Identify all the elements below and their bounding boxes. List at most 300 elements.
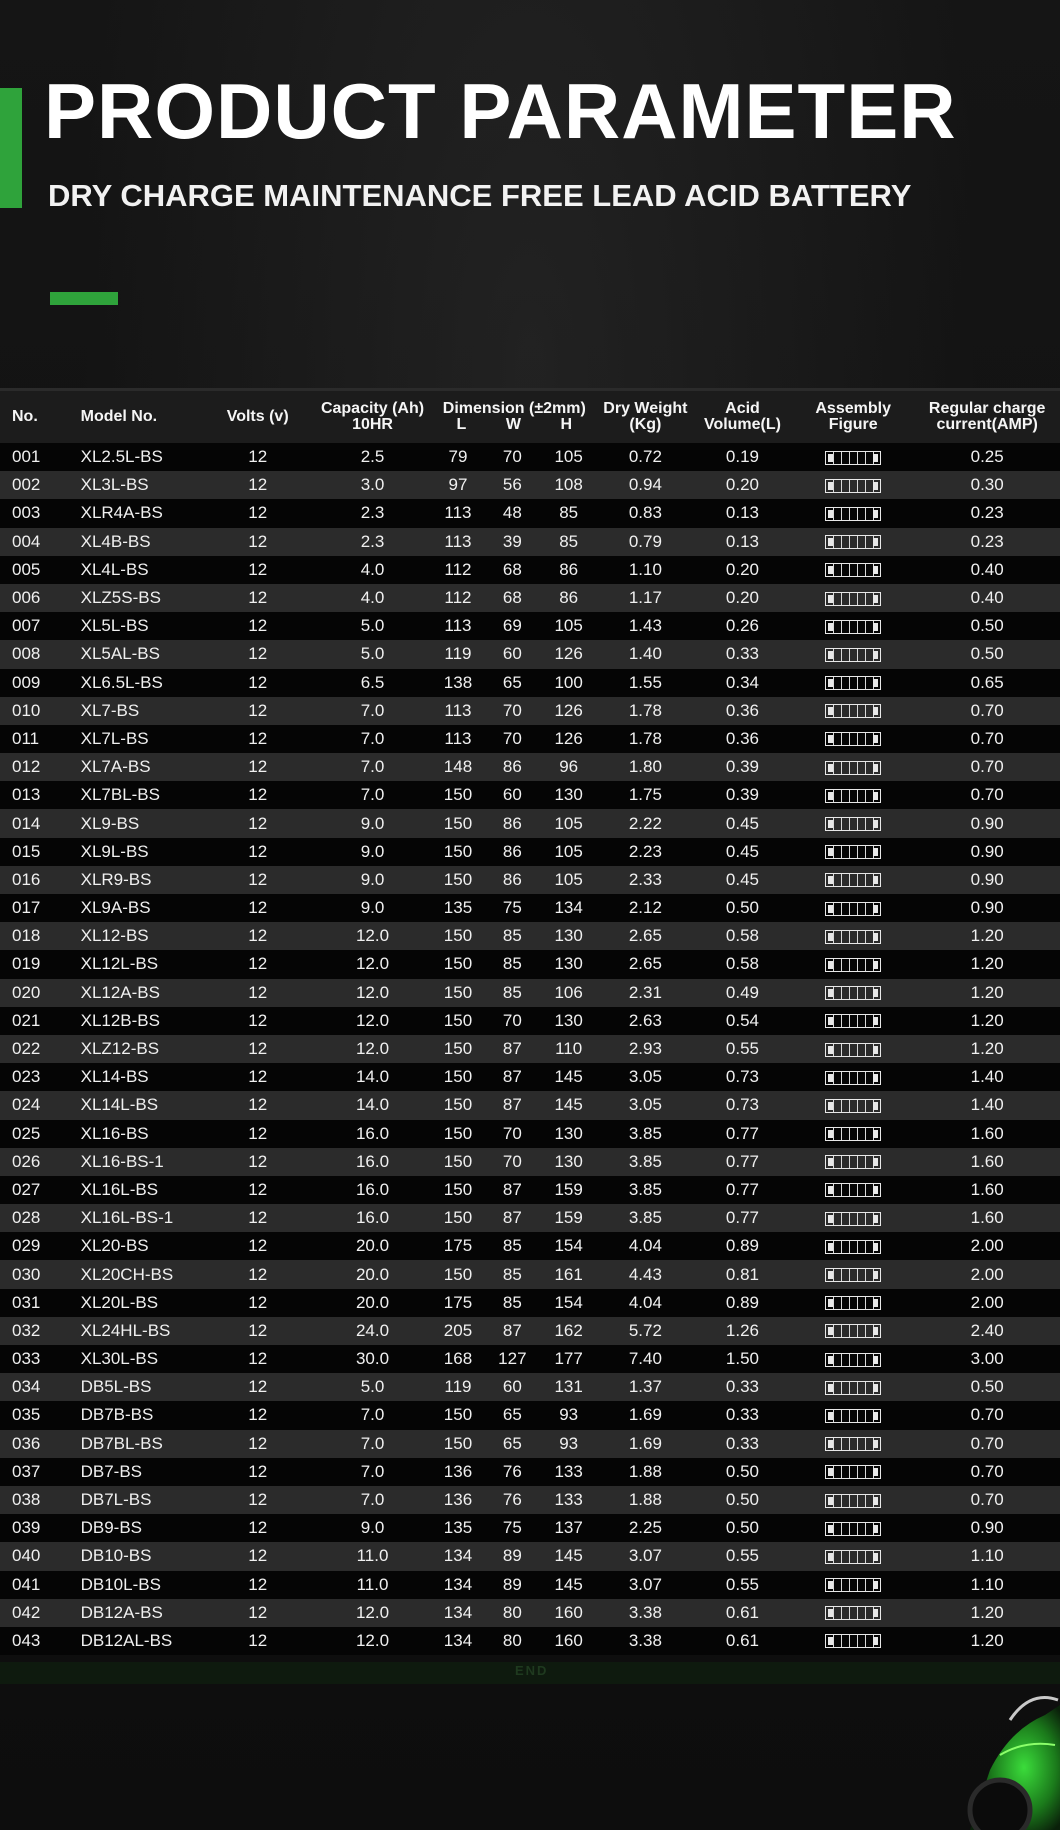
cell-assembly-figure xyxy=(792,926,914,946)
cell-assembly-figure xyxy=(792,560,914,580)
cell-no: 009 xyxy=(12,672,41,692)
battery-terminal-diagram-icon xyxy=(825,789,881,803)
cell-acid-volume: 0.81 xyxy=(725,1264,760,1284)
cell-width: 85 xyxy=(502,1264,522,1284)
cell-assembly-figure xyxy=(792,898,914,918)
header-no: No. xyxy=(12,408,38,425)
cell-length: 134 xyxy=(443,1546,473,1566)
cell-acid-volume: 0.20 xyxy=(725,559,760,579)
cell-assembly-figure xyxy=(792,1067,914,1087)
cell-volts: 12 xyxy=(248,1602,268,1622)
cell-height: 126 xyxy=(554,728,583,748)
cell-capacity: 12.0 xyxy=(355,1010,390,1030)
battery-terminal-diagram-icon xyxy=(825,1437,881,1451)
cell-volts: 12 xyxy=(248,728,268,748)
cell-assembly-figure xyxy=(792,616,914,636)
cell-capacity: 20.0 xyxy=(355,1236,390,1256)
table-row xyxy=(0,612,1060,640)
cell-volts: 12 xyxy=(248,644,268,664)
page-subtitle: DRY CHARGE MAINTENANCE FREE LEAD ACID BATTERY xyxy=(48,178,912,213)
cell-charge-current: 1.20 xyxy=(970,1010,1004,1030)
cell-width: 70 xyxy=(502,1123,522,1143)
cell-height: 105 xyxy=(554,616,583,636)
cell-width: 70 xyxy=(502,447,522,467)
cell-no: 008 xyxy=(12,644,41,664)
table-row xyxy=(0,1063,1060,1091)
table-row xyxy=(0,584,1060,612)
table-row xyxy=(0,1035,1060,1063)
cell-length: 150 xyxy=(443,1264,473,1284)
battery-terminal-diagram-icon xyxy=(825,986,881,1000)
cell-width: 127 xyxy=(498,1349,527,1369)
cell-assembly-figure xyxy=(792,1293,914,1313)
cell-no: 031 xyxy=(12,1292,41,1312)
cell-volts: 12 xyxy=(248,616,268,636)
cell-width: 85 xyxy=(502,926,522,946)
table-row xyxy=(0,443,1060,471)
cell-dry-weight: 2.65 xyxy=(628,954,662,974)
cell-model: DB9-BS xyxy=(80,1518,143,1538)
cell-length: 150 xyxy=(443,1208,473,1228)
cell-charge-current: 1.20 xyxy=(970,954,1004,974)
cell-dry-weight: 1.55 xyxy=(628,672,662,692)
cell-volts: 12 xyxy=(248,898,268,918)
cell-no: 022 xyxy=(12,1039,41,1059)
cell-charge-current: 1.20 xyxy=(970,1039,1004,1059)
cell-volts: 12 xyxy=(248,1067,268,1087)
cell-capacity: 7.0 xyxy=(360,757,385,777)
cell-length: 150 xyxy=(443,1179,473,1199)
cell-volts: 12 xyxy=(248,1518,268,1538)
cell-no: 020 xyxy=(12,982,41,1002)
cell-dry-weight: 1.10 xyxy=(628,559,662,579)
cell-length: 134 xyxy=(443,1602,473,1622)
cell-height: 85 xyxy=(559,531,579,551)
cell-volts: 12 xyxy=(248,531,268,551)
cell-no: 033 xyxy=(12,1349,41,1369)
cell-width: 69 xyxy=(502,616,522,636)
cell-acid-volume: 0.73 xyxy=(725,1067,760,1087)
battery-terminal-diagram-icon xyxy=(825,1155,881,1169)
cell-height: 105 xyxy=(554,447,583,467)
table-header xyxy=(0,388,1060,443)
cell-volts: 12 xyxy=(248,1574,268,1594)
cell-height: 130 xyxy=(554,1123,583,1143)
cell-volts: 12 xyxy=(248,1405,268,1425)
cell-model: XLR4A-BS xyxy=(80,503,163,523)
cell-no: 024 xyxy=(12,1095,41,1115)
cell-capacity: 7.0 xyxy=(360,728,385,748)
cell-length: 136 xyxy=(443,1461,473,1481)
cell-no: 038 xyxy=(12,1490,41,1510)
cell-charge-current: 1.20 xyxy=(970,1602,1004,1622)
cell-no: 028 xyxy=(12,1208,41,1228)
cell-acid-volume: 0.13 xyxy=(725,503,760,523)
cell-capacity: 5.0 xyxy=(360,1377,385,1397)
cell-dry-weight: 1.69 xyxy=(628,1433,662,1453)
battery-terminal-diagram-icon xyxy=(825,1381,881,1395)
table-row xyxy=(0,1627,1060,1655)
parameter-table xyxy=(0,388,1060,1655)
cell-model: XL12L-BS xyxy=(80,954,159,974)
cell-acid-volume: 0.54 xyxy=(725,1010,760,1030)
cell-acid-volume: 0.50 xyxy=(725,1518,760,1538)
cell-length: 112 xyxy=(444,588,472,608)
header-assembly-line1: Assembly xyxy=(815,400,891,417)
battery-terminal-diagram-icon xyxy=(825,1606,881,1620)
cell-capacity: 2.3 xyxy=(360,503,385,523)
cell-height: 86 xyxy=(559,588,579,608)
cell-height: 133 xyxy=(554,1490,583,1510)
cell-width: 76 xyxy=(502,1490,522,1510)
cell-assembly-figure xyxy=(792,1039,914,1059)
battery-terminal-diagram-icon xyxy=(825,1296,881,1310)
cell-acid-volume: 0.73 xyxy=(725,1095,760,1115)
cell-volts: 12 xyxy=(248,559,268,579)
cell-dry-weight: 2.12 xyxy=(628,898,662,918)
cell-model: XL7BL-BS xyxy=(80,785,160,805)
cell-no: 035 xyxy=(12,1405,41,1425)
cell-length: 150 xyxy=(443,813,473,833)
table-row xyxy=(0,1514,1060,1542)
battery-terminal-diagram-icon xyxy=(825,958,881,972)
table-row xyxy=(0,1345,1060,1373)
title-accent-bar xyxy=(0,88,22,208)
cell-width: 87 xyxy=(502,1208,522,1228)
table-row xyxy=(0,1542,1060,1570)
cell-acid-volume: 0.50 xyxy=(725,898,760,918)
cell-volts: 12 xyxy=(248,1010,268,1030)
cell-dry-weight: 4.04 xyxy=(628,1236,662,1256)
table-body xyxy=(0,443,1060,1655)
cell-volts: 12 xyxy=(248,954,268,974)
page-title: PRODUCT PARAMETER xyxy=(44,67,957,155)
header-acid-line2: Volume(L) xyxy=(703,416,781,433)
table-row xyxy=(0,1317,1060,1345)
cell-no: 039 xyxy=(12,1518,41,1538)
table-row xyxy=(0,838,1060,866)
cell-width: 89 xyxy=(502,1574,522,1594)
cell-acid-volume: 0.39 xyxy=(725,785,760,805)
battery-terminal-diagram-icon xyxy=(825,1014,881,1028)
header-charge-line1: Regular charge xyxy=(928,400,1046,417)
cell-model: XL9L-BS xyxy=(80,841,149,861)
cell-capacity: 16.0 xyxy=(355,1151,390,1171)
cell-charge-current: 2.40 xyxy=(970,1320,1004,1340)
table-row xyxy=(0,1091,1060,1119)
cell-capacity: 9.0 xyxy=(360,813,385,833)
cell-model: XL20-BS xyxy=(80,1236,149,1256)
cell-no: 005 xyxy=(12,559,41,579)
cell-length: 150 xyxy=(443,1151,473,1171)
cell-width: 65 xyxy=(502,672,522,692)
cell-dry-weight: 1.80 xyxy=(628,757,662,777)
cell-width: 68 xyxy=(502,559,522,579)
cell-height: 145 xyxy=(554,1546,583,1566)
cell-capacity: 12.0 xyxy=(355,1602,390,1622)
battery-terminal-diagram-icon xyxy=(825,1099,881,1113)
cell-length: 134 xyxy=(443,1574,473,1594)
cell-dry-weight: 1.37 xyxy=(628,1377,662,1397)
cell-no: 036 xyxy=(12,1433,41,1453)
cell-capacity: 2.5 xyxy=(360,447,385,467)
table-row xyxy=(0,1007,1060,1035)
cell-width: 85 xyxy=(502,1292,522,1312)
cell-length: 150 xyxy=(443,1039,473,1059)
cell-no: 032 xyxy=(12,1320,41,1340)
cell-length: 112 xyxy=(444,559,472,579)
cell-height: 134 xyxy=(554,898,583,918)
cell-length: 113 xyxy=(444,616,472,636)
cell-volts: 12 xyxy=(248,757,268,777)
cell-width: 86 xyxy=(502,869,522,889)
cell-height: 105 xyxy=(554,869,583,889)
cell-width: 85 xyxy=(502,1236,522,1256)
cell-assembly-figure xyxy=(792,1208,914,1228)
cell-model: XL7-BS xyxy=(80,700,140,720)
cell-model: XL16-BS xyxy=(80,1123,149,1143)
cell-dry-weight: 3.38 xyxy=(628,1602,662,1622)
cell-acid-volume: 0.26 xyxy=(725,616,760,636)
battery-terminal-diagram-icon xyxy=(825,704,881,718)
cell-charge-current: 1.20 xyxy=(970,1630,1004,1650)
cell-assembly-figure xyxy=(792,1236,914,1256)
cell-model: XL4L-BS xyxy=(80,559,149,579)
cell-dry-weight: 2.65 xyxy=(628,926,662,946)
cell-volts: 12 xyxy=(248,926,268,946)
cell-capacity: 5.0 xyxy=(360,644,385,664)
cell-height: 154 xyxy=(554,1236,583,1256)
cell-acid-volume: 0.77 xyxy=(725,1208,760,1228)
table-row xyxy=(0,725,1060,753)
cell-volts: 12 xyxy=(248,588,268,608)
cell-length: 150 xyxy=(443,1123,473,1143)
cell-model: DB7BL-BS xyxy=(80,1433,163,1453)
cell-capacity: 24.0 xyxy=(355,1320,390,1340)
cell-volts: 12 xyxy=(248,1039,268,1059)
cell-no: 018 xyxy=(12,926,41,946)
cell-charge-current: 1.10 xyxy=(970,1574,1004,1594)
cell-dry-weight: 0.94 xyxy=(628,475,662,495)
cell-charge-current: 0.23 xyxy=(970,503,1004,523)
battery-terminal-diagram-icon xyxy=(825,1183,881,1197)
cell-width: 60 xyxy=(502,644,522,664)
cell-width: 60 xyxy=(502,1377,522,1397)
cell-no: 012 xyxy=(12,757,41,777)
table-row xyxy=(0,922,1060,950)
cell-length: 136 xyxy=(443,1490,473,1510)
cell-assembly-figure xyxy=(792,785,914,805)
cell-dry-weight: 2.25 xyxy=(628,1518,662,1538)
cell-no: 040 xyxy=(12,1546,41,1566)
cell-assembly-figure xyxy=(792,673,914,693)
cell-charge-current: 0.70 xyxy=(970,728,1004,748)
cell-capacity: 9.0 xyxy=(360,841,385,861)
cell-acid-volume: 0.33 xyxy=(725,1377,760,1397)
cell-length: 134 xyxy=(443,1630,473,1650)
cell-charge-current: 2.00 xyxy=(970,1264,1004,1284)
cell-model: XL2.5L-BS xyxy=(80,447,163,467)
battery-terminal-diagram-icon xyxy=(825,1522,881,1536)
cell-width: 86 xyxy=(502,813,522,833)
table-row xyxy=(0,809,1060,837)
cell-capacity: 20.0 xyxy=(355,1264,390,1284)
cell-acid-volume: 0.55 xyxy=(725,1546,760,1566)
cell-length: 150 xyxy=(443,1405,473,1425)
header-dim-w: W xyxy=(505,416,521,433)
cell-charge-current: 1.20 xyxy=(970,982,1004,1002)
battery-terminal-diagram-icon xyxy=(825,873,881,887)
cell-assembly-figure xyxy=(792,503,914,523)
cell-no: 010 xyxy=(12,700,41,720)
battery-terminal-diagram-icon xyxy=(825,1043,881,1057)
cell-model: XL14-BS xyxy=(80,1067,149,1087)
cell-dry-weight: 0.79 xyxy=(628,531,662,551)
cell-no: 041 xyxy=(12,1574,41,1594)
cell-dry-weight: 3.07 xyxy=(628,1546,662,1566)
cell-height: 105 xyxy=(554,813,583,833)
cell-width: 86 xyxy=(502,841,522,861)
cell-model: DB7B-BS xyxy=(80,1405,154,1425)
cell-volts: 12 xyxy=(248,1377,268,1397)
cell-charge-current: 0.70 xyxy=(970,757,1004,777)
cell-assembly-figure xyxy=(792,644,914,664)
cell-acid-volume: 0.13 xyxy=(725,531,760,551)
table-row xyxy=(0,556,1060,584)
cell-no: 006 xyxy=(12,588,41,608)
cell-length: 119 xyxy=(444,1377,472,1397)
cell-volts: 12 xyxy=(248,785,268,805)
table-row xyxy=(0,894,1060,922)
cell-model: XL5L-BS xyxy=(80,616,149,636)
header-charge xyxy=(914,401,1060,433)
cell-volts: 12 xyxy=(248,1546,268,1566)
cell-no: 021 xyxy=(12,1010,41,1030)
table-row xyxy=(0,528,1060,556)
cell-volts: 12 xyxy=(248,700,268,720)
cell-dry-weight: 1.88 xyxy=(628,1461,662,1481)
cell-assembly-figure xyxy=(792,1095,914,1115)
cell-dry-weight: 4.43 xyxy=(628,1264,662,1284)
cell-volts: 12 xyxy=(248,1208,268,1228)
header-assembly xyxy=(792,401,914,433)
cell-acid-volume: 0.77 xyxy=(725,1151,760,1171)
cell-charge-current: 0.90 xyxy=(970,813,1004,833)
header-acid xyxy=(693,401,792,433)
cell-model: XL3L-BS xyxy=(80,475,149,495)
table-row xyxy=(0,669,1060,697)
battery-terminal-diagram-icon xyxy=(825,507,881,521)
header-dry-weight xyxy=(598,401,693,433)
cell-acid-volume: 0.58 xyxy=(725,926,760,946)
cell-capacity: 4.0 xyxy=(360,559,385,579)
cell-capacity: 12.0 xyxy=(355,954,390,974)
cell-model: XL5AL-BS xyxy=(80,644,160,664)
cell-height: 159 xyxy=(554,1208,583,1228)
cell-dry-weight: 2.33 xyxy=(628,869,662,889)
cell-height: 162 xyxy=(554,1320,583,1340)
cell-charge-current: 0.40 xyxy=(970,559,1004,579)
cell-volts: 12 xyxy=(248,1123,268,1143)
cell-no: 029 xyxy=(12,1236,41,1256)
cell-capacity: 5.0 xyxy=(360,616,385,636)
table-row xyxy=(0,499,1060,527)
battery-terminal-diagram-icon xyxy=(825,535,881,549)
battery-terminal-diagram-icon xyxy=(825,1240,881,1254)
cell-acid-volume: 1.50 xyxy=(725,1349,760,1369)
cell-no: 037 xyxy=(12,1461,41,1481)
cell-width: 65 xyxy=(502,1405,522,1425)
table-row xyxy=(0,1260,1060,1288)
cell-height: 130 xyxy=(554,1010,583,1030)
cell-model: XL7L-BS xyxy=(80,728,149,748)
cell-assembly-figure xyxy=(792,1462,914,1482)
cell-model: XL9-BS xyxy=(80,813,140,833)
cell-charge-current: 1.60 xyxy=(970,1208,1004,1228)
cell-charge-current: 0.50 xyxy=(970,644,1004,664)
cell-acid-volume: 0.77 xyxy=(725,1123,760,1143)
cell-width: 48 xyxy=(502,503,522,523)
cell-charge-current: 0.25 xyxy=(970,447,1004,467)
cell-charge-current: 1.60 xyxy=(970,1151,1004,1171)
cell-height: 145 xyxy=(554,1067,583,1087)
cell-height: 130 xyxy=(554,926,583,946)
cell-model: XL9A-BS xyxy=(80,898,151,918)
cell-height: 86 xyxy=(559,559,579,579)
cell-model: XL4B-BS xyxy=(80,531,151,551)
cell-height: 154 xyxy=(554,1292,583,1312)
cell-no: 019 xyxy=(12,954,41,974)
table-row xyxy=(0,1148,1060,1176)
cell-assembly-figure xyxy=(792,1405,914,1425)
battery-terminal-diagram-icon xyxy=(825,761,881,775)
cell-height: 130 xyxy=(554,785,583,805)
cell-charge-current: 0.70 xyxy=(970,1490,1004,1510)
battery-terminal-diagram-icon xyxy=(825,1127,881,1141)
cell-no: 013 xyxy=(12,785,41,805)
cell-length: 138 xyxy=(443,672,473,692)
cell-width: 89 xyxy=(502,1546,522,1566)
cell-charge-current: 3.00 xyxy=(970,1349,1004,1369)
table-row xyxy=(0,753,1060,781)
battery-terminal-diagram-icon xyxy=(825,902,881,916)
cell-length: 148 xyxy=(443,757,473,777)
cell-no: 034 xyxy=(12,1377,41,1397)
cell-model: XLR9-BS xyxy=(80,869,152,889)
cell-model: XL6.5L-BS xyxy=(80,672,163,692)
table-row xyxy=(0,950,1060,978)
cell-height: 100 xyxy=(554,672,583,692)
cell-capacity: 12.0 xyxy=(355,1630,390,1650)
cell-height: 133 xyxy=(554,1461,583,1481)
cell-no: 004 xyxy=(12,531,41,551)
cell-charge-current: 0.90 xyxy=(970,841,1004,861)
battery-terminal-diagram-icon xyxy=(825,930,881,944)
cell-assembly-figure xyxy=(792,1152,914,1172)
cell-model: DB12A-BS xyxy=(80,1602,163,1622)
cell-width: 65 xyxy=(502,1433,522,1453)
cell-volts: 12 xyxy=(248,841,268,861)
cell-width: 70 xyxy=(502,1151,522,1171)
header-charge-line2: current(AMP) xyxy=(936,416,1038,433)
cell-length: 150 xyxy=(443,926,473,946)
cell-model: XL20L-BS xyxy=(80,1292,159,1312)
cell-acid-volume: 0.20 xyxy=(725,475,760,495)
cell-capacity: 16.0 xyxy=(355,1123,390,1143)
cell-volts: 12 xyxy=(248,1461,268,1481)
battery-terminal-diagram-icon xyxy=(825,676,881,690)
cell-assembly-figure xyxy=(792,870,914,890)
